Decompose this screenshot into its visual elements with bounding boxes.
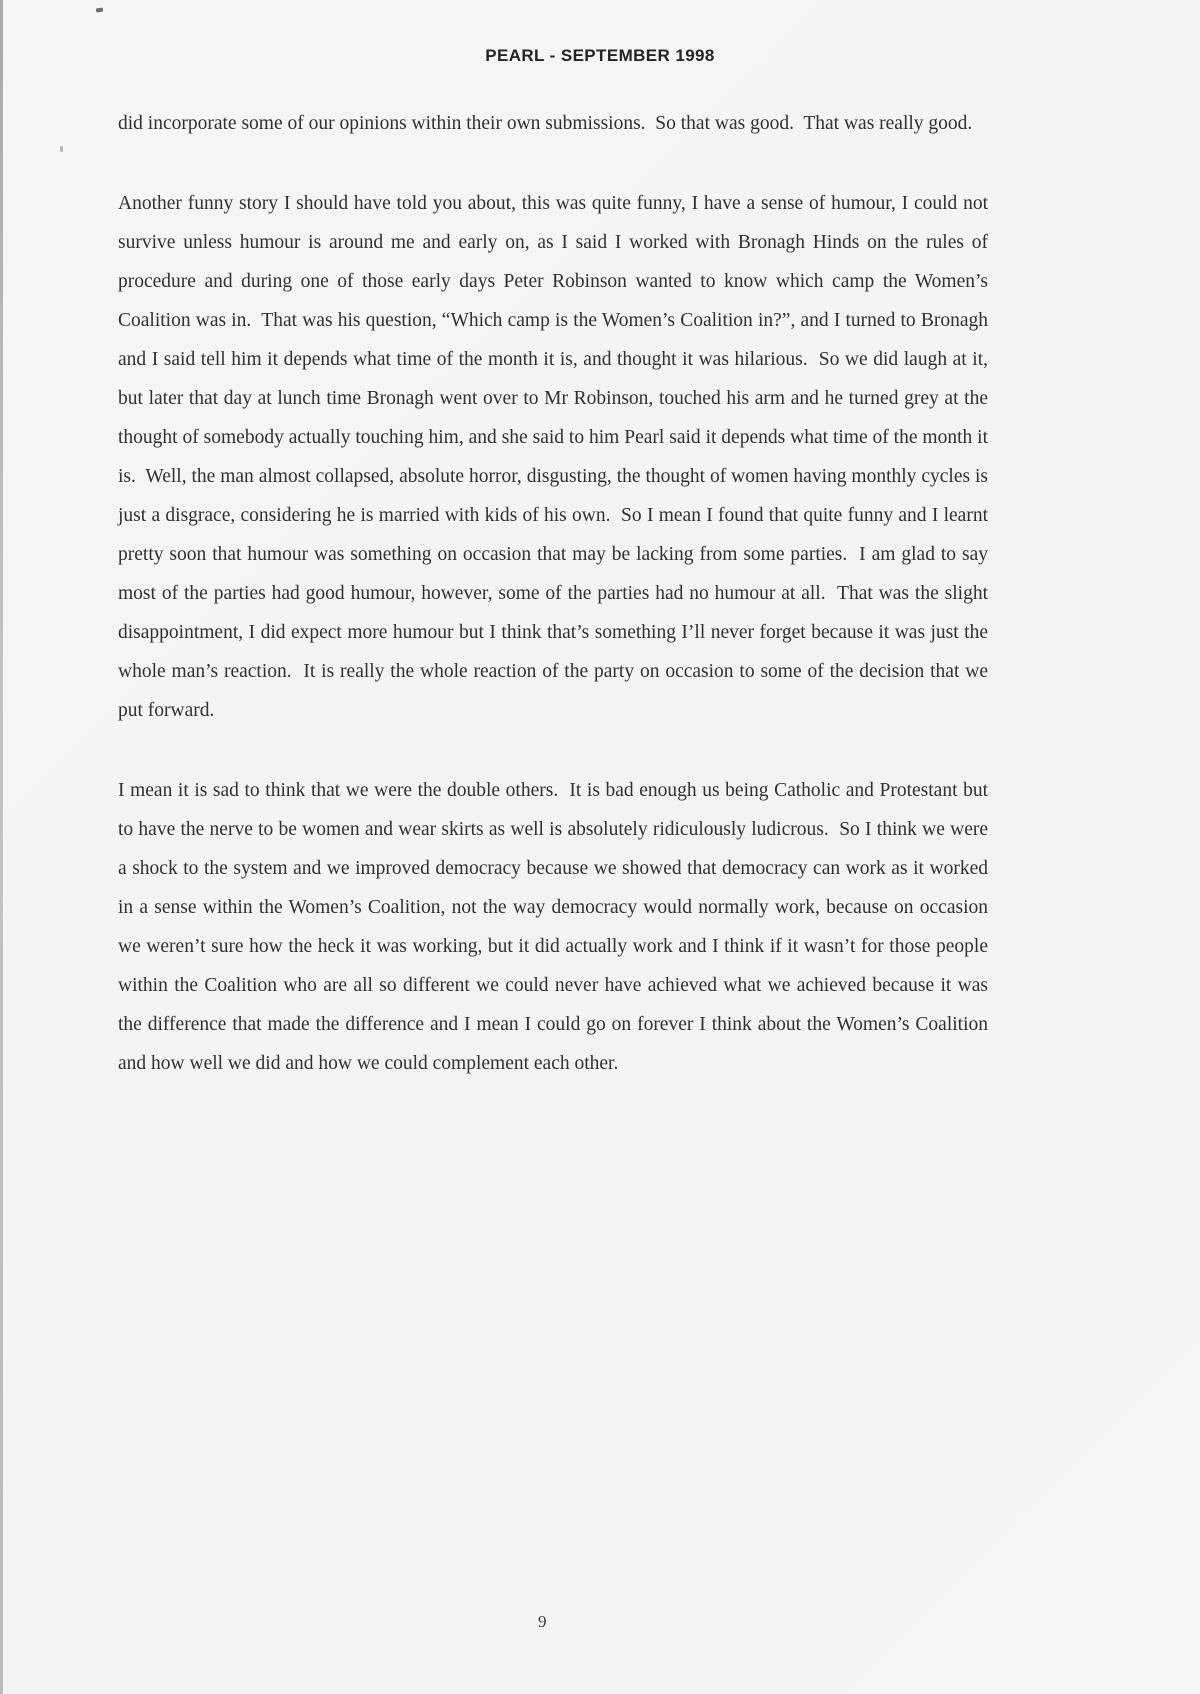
scan-speck-artifact [60,146,63,152]
scan-edge-artifact [0,0,3,1694]
paragraph: I mean it is sad to think that we were the double others. It is bad enough us being Catholic and Protestant but to have the nerve to be women and wear skirts as well is absolutely ridiculously ludicrous. So I think we were a shock to the system and we improved democracy because we showed that democracy can work as it worked in a sense within the Women’s Coalition, not the way democracy would normally work, because on occasion we weren’t sure how the heck it was working, but it did actually work and I think if it wasn’t for those people within the Coalition who are all so different we could never have achieved what we achieved because it was the difference that made the difference and I mean I could go on forever I think about the Women’s Coalition and how well we did and how we could complement each other. [118,780,993,1074]
page-header-title: PEARL - SEPTEMBER 1998 [485,46,715,65]
paragraph: Another funny story I should have told you about, this was quite funny, I have a sense of humour, I could not survive unless humour is around me and early on, as I said I worked with Bronagh Hinds on the rules of procedure and during one of those early days Peter Robinson wanted to know which camp the Women’s Coalition was in. That was his question, “Which camp is the Women’s Coalition in?”, and I turned to Bronagh and I said tell him it depends what time of the month it is, and thought it was hilarious. So we did laugh at it, but later that day at lunch time Bronagh went over to Mr Robinson, touched his arm and he turned grey at the thought of somebody actually touching him, and she said to him Pearl said it depends what time of the month it is. Well, the man almost collapsed, absolute horror, disgusting, the thought of women having monthly cycles is just a disgrace, considering he is married with kids of his own. So I mean I found that quite funny and I learnt pretty soon that humour was something on occasion that may be lacking from some parties. I am glad to say most of the parties had good humour, however, some of the parties had no humour at all. That was the slight disappointment, I did expect more humour but I think that’s something I’ll never forget because it was just the whole man’s reaction. It is really the whole reaction of the party on occasion to some of the decision that we put forward. [118,193,993,721]
paragraph: did incorporate some of our opinions within their own submissions. So that was good. That was really good. [118,113,973,134]
scan-speck-artifact [96,8,103,13]
transcript-body [118,104,993,1124]
page-number: 9 [538,1612,547,1631]
